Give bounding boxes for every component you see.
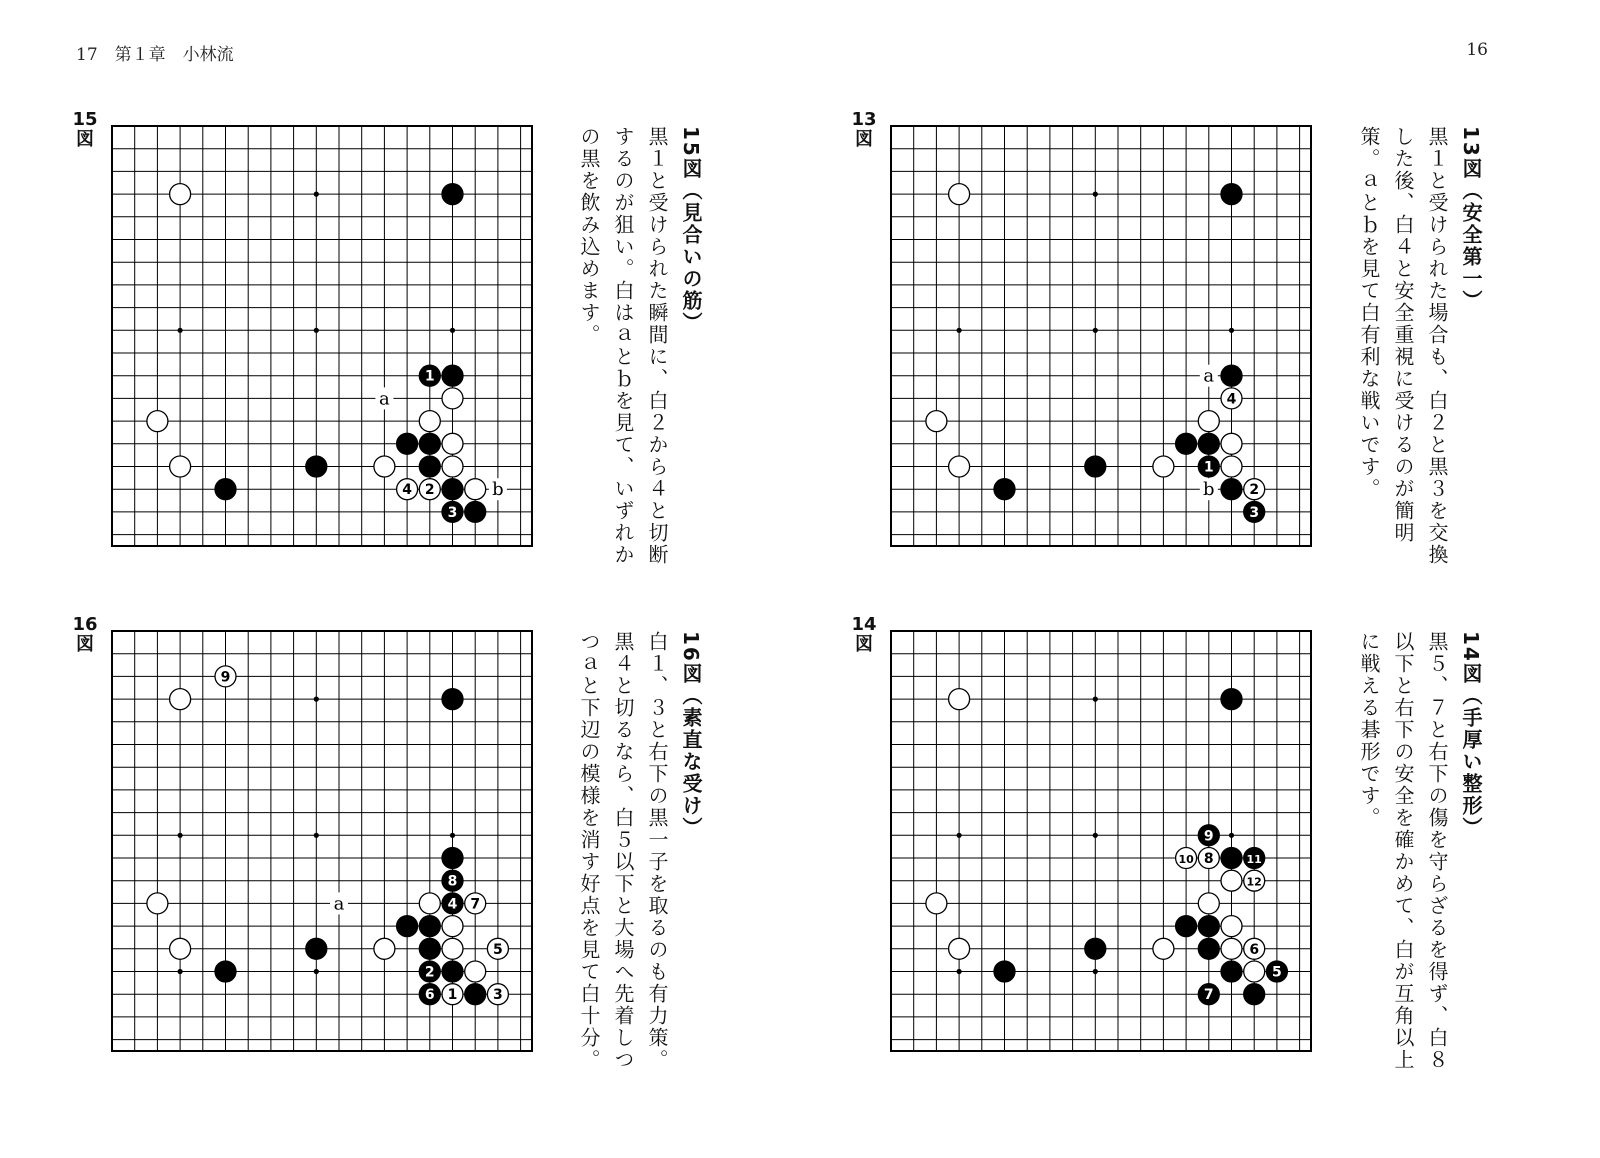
white-stone: [949, 938, 970, 959]
black-stone: [1221, 689, 1242, 710]
move-number: 9: [220, 669, 231, 686]
figure-number: 16: [72, 614, 98, 635]
white-stone: [926, 893, 947, 914]
black-stone: [465, 984, 486, 1005]
star-point: [1093, 697, 1098, 702]
figure-label-14: [851, 615, 877, 655]
move-number: 5: [1272, 964, 1282, 981]
white-stone: [926, 411, 947, 432]
black-stone: [1198, 916, 1219, 937]
white-stone: [1153, 456, 1174, 477]
move-number: 3: [447, 504, 458, 521]
commentary-title: 14図（手厚い整形）: [1459, 631, 1483, 839]
white-stone: [442, 916, 463, 937]
point-mark-a: a: [333, 893, 345, 915]
black-stone: [442, 184, 463, 205]
white-stone: [949, 456, 970, 477]
board-svg: [112, 631, 532, 1051]
figure-label-15: [72, 110, 98, 150]
black-stone: [397, 916, 418, 937]
black-stone: [1176, 916, 1197, 937]
white-stone: [374, 456, 395, 477]
move-number: 5: [493, 941, 503, 958]
white-stone: [442, 433, 463, 454]
move-number: 1: [447, 987, 458, 1004]
commentary-body: 黒１と受けられた瞬間に、白２から４と切断するのが狙い。白はａとｂを見て、いずれかの黒を飲み込めます。: [577, 126, 669, 566]
commentary-title: 13図（安全第一）: [1459, 126, 1483, 312]
point-mark-a: a: [1203, 365, 1215, 387]
black-stone: [1221, 184, 1242, 205]
white-stone: [1221, 433, 1242, 454]
black-stone: [442, 365, 463, 386]
figure-number: 15: [72, 109, 98, 130]
board-svg: [891, 631, 1311, 1051]
star-point: [314, 969, 319, 974]
black-stone: [442, 479, 463, 500]
figure-label-13: [851, 110, 877, 150]
commentary-title: 15図（見合いの筋）: [679, 126, 703, 334]
black-stone: [994, 479, 1015, 500]
move-number: 4: [447, 896, 458, 913]
white-stone: [949, 184, 970, 205]
star-point: [1229, 833, 1234, 838]
point-mark-b: b: [1203, 479, 1215, 501]
star-point: [1229, 328, 1234, 333]
commentary-13: [1352, 126, 1488, 586]
white-stone: [1244, 961, 1265, 982]
white-stone: [465, 961, 486, 982]
commentary-15: [572, 126, 708, 586]
move-number: 4: [1226, 391, 1237, 408]
move-number: 1: [1203, 459, 1214, 476]
black-stone: [442, 961, 463, 982]
figure-kanji: 図: [76, 634, 94, 655]
black-stone: [419, 916, 440, 937]
page-number: 16: [1466, 40, 1488, 60]
move-number: 2: [424, 964, 435, 981]
black-stone: [1176, 433, 1197, 454]
move-number: 2: [1249, 482, 1260, 499]
move-number: 2: [424, 482, 435, 499]
board-svg: [891, 126, 1311, 546]
move-number: 3: [493, 987, 503, 1004]
black-stone: [306, 938, 327, 959]
black-stone: [1221, 848, 1242, 869]
move-number: 12: [1246, 875, 1262, 889]
black-stone: [1244, 984, 1265, 1005]
star-point: [314, 192, 319, 197]
figure-kanji: 図: [855, 634, 873, 655]
black-stone: [306, 456, 327, 477]
move-number: 3: [1249, 504, 1260, 521]
black-stone: [419, 433, 440, 454]
white-stone: [442, 456, 463, 477]
move-number: 9: [1203, 828, 1214, 845]
star-point: [314, 328, 319, 333]
white-stone: [1198, 411, 1219, 432]
star-point: [178, 328, 183, 333]
black-stone: [1221, 479, 1242, 500]
black-stone: [215, 479, 236, 500]
white-stone: [1221, 456, 1242, 477]
star-point: [1093, 969, 1098, 974]
point-mark-a: a: [379, 388, 390, 410]
star-point: [178, 833, 183, 838]
black-stone: [1198, 433, 1219, 454]
move-number: 1: [424, 368, 435, 385]
move-number: 6: [1249, 941, 1260, 958]
commentary-body: 黒１と受けられた場合も、白２と黒３を交換した後、白４と安全重視に受けるのが簡明策。ａとｂを見て白有利な戦いです。: [1357, 126, 1449, 566]
commentary-body: 黒５、７と右下の傷を守らざるを得ず、白８以下と右下の安全を確かめて、白が互角以上に戦える碁形です。: [1357, 631, 1449, 1071]
commentary-14: [1352, 631, 1488, 1091]
star-point: [957, 833, 962, 838]
white-stone: [442, 388, 463, 409]
running-header-left: 17 第１章 小林流: [76, 45, 234, 65]
move-number: 7: [470, 896, 481, 913]
star-point: [1093, 192, 1098, 197]
white-stone: [1221, 916, 1242, 937]
figure-kanji: 図: [76, 129, 94, 150]
move-number: 8: [1203, 851, 1214, 867]
black-stone: [1198, 938, 1219, 959]
black-stone: [419, 938, 440, 959]
figure-kanji: 図: [855, 129, 873, 150]
figure-number: 14: [851, 614, 877, 635]
move-number: 7: [1203, 987, 1214, 1004]
go-board-16: [112, 631, 532, 1051]
white-stone: [170, 938, 191, 959]
go-board-14: [891, 631, 1311, 1051]
white-stone: [170, 184, 191, 205]
white-stone: [419, 893, 440, 914]
black-stone: [215, 961, 236, 982]
white-stone: [419, 411, 440, 432]
figure-number: 13: [851, 109, 877, 130]
star-point: [314, 833, 319, 838]
white-stone: [1153, 938, 1174, 959]
black-stone: [994, 961, 1015, 982]
go-board-15: [112, 126, 532, 546]
black-stone: [1085, 456, 1106, 477]
point-mark-b: b: [492, 479, 504, 501]
star-point: [1093, 833, 1098, 838]
figure-label-16: [72, 615, 98, 655]
board-svg: [112, 126, 532, 546]
black-stone: [1085, 938, 1106, 959]
commentary-body: 白１、３と右下の黒一子を取るのも有力策。黒４と切るなら、白５以下と大場へ先着しつつａと下辺の模様を消す好点を見て白十分。: [577, 631, 669, 1071]
go-board-13: [891, 126, 1311, 546]
move-number: 11: [1246, 853, 1262, 866]
commentary-title: 16図（素直な受け）: [679, 631, 703, 839]
white-stone: [442, 938, 463, 959]
star-point: [450, 833, 455, 838]
white-stone: [949, 689, 970, 710]
star-point: [450, 328, 455, 333]
black-stone: [397, 433, 418, 454]
white-stone: [465, 479, 486, 500]
star-point: [314, 697, 319, 702]
white-stone: [1221, 870, 1242, 891]
black-stone: [442, 689, 463, 710]
star-point: [178, 969, 183, 974]
star-point: [1093, 328, 1098, 333]
white-stone: [374, 938, 395, 959]
commentary-16: [572, 631, 708, 1091]
move-number: 8: [447, 873, 458, 890]
white-stone: [147, 893, 168, 914]
black-stone: [419, 456, 440, 477]
white-stone: [147, 411, 168, 432]
move-number: 4: [402, 482, 412, 499]
white-stone: [170, 689, 191, 710]
star-point: [957, 969, 962, 974]
black-stone: [442, 848, 463, 869]
move-number: 10: [1178, 853, 1194, 866]
white-stone: [170, 456, 191, 477]
black-stone: [465, 501, 486, 522]
move-number: 6: [424, 987, 435, 1004]
black-stone: [1221, 961, 1242, 982]
white-stone: [1198, 893, 1219, 914]
white-stone: [1221, 938, 1242, 959]
black-stone: [1221, 365, 1242, 386]
star-point: [957, 328, 962, 333]
